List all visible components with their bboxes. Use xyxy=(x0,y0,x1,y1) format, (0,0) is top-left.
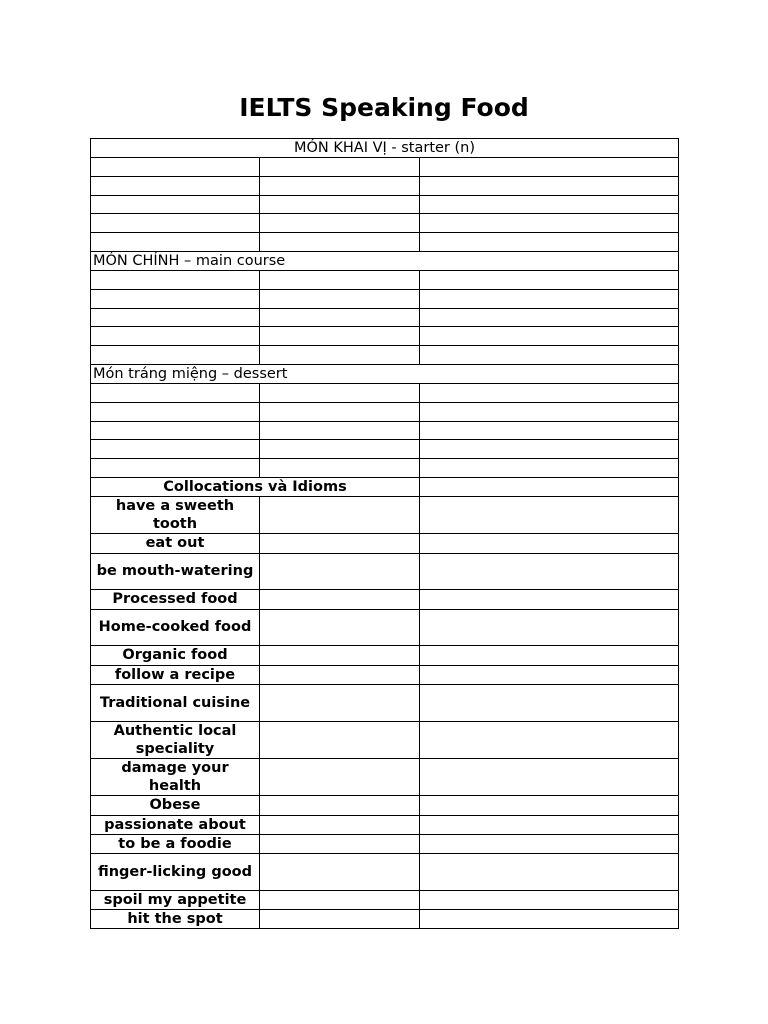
section-header-starter: MÓN KHAI VỊ - starter (n) xyxy=(91,139,679,158)
table-cell[interactable] xyxy=(260,609,420,646)
table-cell[interactable] xyxy=(420,459,679,478)
table-row xyxy=(91,421,679,440)
table-cell[interactable] xyxy=(420,195,679,214)
table-cell[interactable] xyxy=(260,270,420,289)
table-cell[interactable] xyxy=(260,909,420,928)
table-row xyxy=(91,214,679,233)
table-cell[interactable] xyxy=(260,308,420,327)
table-cell[interactable] xyxy=(260,815,420,834)
phrase-cell: eat out xyxy=(91,534,260,553)
table-cell[interactable] xyxy=(420,553,679,590)
table-cell[interactable] xyxy=(260,890,420,909)
table-cell[interactable] xyxy=(260,214,420,233)
table-row xyxy=(91,383,679,402)
table-row xyxy=(91,534,679,553)
table-cell[interactable] xyxy=(260,327,420,346)
table-row xyxy=(91,308,679,327)
table-cell[interactable] xyxy=(260,233,420,252)
phrase-cell: be mouth-watering xyxy=(91,553,260,590)
table-cell[interactable] xyxy=(420,684,679,721)
table-row xyxy=(91,402,679,421)
section-header-collocations: Collocations và Idioms xyxy=(91,477,420,496)
table-row xyxy=(91,758,679,795)
table-cell[interactable] xyxy=(91,158,260,177)
table-cell[interactable] xyxy=(260,289,420,308)
table-cell[interactable] xyxy=(420,590,679,609)
table-cell[interactable] xyxy=(420,646,679,665)
table-row xyxy=(91,459,679,478)
table-row xyxy=(91,270,679,289)
table-cell[interactable] xyxy=(420,402,679,421)
table-cell[interactable] xyxy=(91,346,260,365)
table-row xyxy=(91,195,679,214)
table-cell[interactable] xyxy=(260,496,420,533)
table-row xyxy=(91,815,679,834)
table-cell[interactable] xyxy=(260,158,420,177)
table-cell[interactable] xyxy=(420,890,679,909)
table-cell[interactable] xyxy=(260,796,420,815)
table-cell[interactable] xyxy=(260,402,420,421)
table-cell[interactable] xyxy=(91,402,260,421)
table-cell[interactable] xyxy=(420,421,679,440)
table-cell[interactable] xyxy=(420,440,679,459)
table-row xyxy=(91,646,679,665)
table-row xyxy=(91,176,679,195)
table-row xyxy=(91,158,679,177)
table-cell[interactable] xyxy=(260,459,420,478)
table-cell[interactable] xyxy=(420,214,679,233)
table-cell[interactable] xyxy=(260,684,420,721)
table-cell[interactable] xyxy=(91,270,260,289)
table-cell[interactable] xyxy=(420,834,679,853)
table-row xyxy=(91,233,679,252)
phrase-cell: Authentic local speciality xyxy=(91,721,260,758)
table-cell[interactable] xyxy=(260,590,420,609)
table-cell[interactable] xyxy=(91,308,260,327)
table-cell[interactable] xyxy=(91,440,260,459)
table-row xyxy=(91,834,679,853)
table-cell[interactable] xyxy=(260,553,420,590)
table-row xyxy=(91,684,679,721)
table-cell[interactable] xyxy=(420,758,679,795)
table-cell[interactable] xyxy=(420,308,679,327)
table-row xyxy=(91,553,679,590)
table-cell[interactable] xyxy=(260,721,420,758)
table-row xyxy=(91,890,679,909)
table-cell[interactable] xyxy=(420,609,679,646)
table-cell[interactable] xyxy=(420,721,679,758)
phrase-cell: passionate about xyxy=(91,815,260,834)
table-cell[interactable] xyxy=(91,289,260,308)
phrase-cell: Traditional cuisine xyxy=(91,684,260,721)
table-cell[interactable] xyxy=(260,421,420,440)
section-header-dessert: Món tráng miệng – dessert xyxy=(91,364,679,383)
table-row xyxy=(91,327,679,346)
table-cell[interactable] xyxy=(91,327,260,346)
table-cell[interactable] xyxy=(420,796,679,815)
table-cell[interactable] xyxy=(420,327,679,346)
table-cell[interactable] xyxy=(260,383,420,402)
table-cell[interactable] xyxy=(420,665,679,684)
table-row xyxy=(91,909,679,928)
phrase-cell: have a sweeth tooth xyxy=(91,496,260,533)
table-row xyxy=(91,721,679,758)
table-cell[interactable] xyxy=(420,270,679,289)
phrase-cell: Organic food xyxy=(91,646,260,665)
table-row xyxy=(91,440,679,459)
table-cell[interactable] xyxy=(420,909,679,928)
table-cell[interactable] xyxy=(420,477,679,496)
phrase-cell: Obese xyxy=(91,796,260,815)
table-cell[interactable] xyxy=(420,815,679,834)
phrase-cell: Home-cooked food xyxy=(91,609,260,646)
table-row xyxy=(91,289,679,308)
page-title: IELTS Speaking Food xyxy=(239,93,529,122)
table-cell[interactable] xyxy=(260,834,420,853)
table-cell[interactable] xyxy=(420,346,679,365)
table-cell[interactable] xyxy=(91,459,260,478)
phrase-cell: hit the spot xyxy=(91,909,260,928)
section-header-main-course: MÓN CHÍNH – main course xyxy=(91,251,679,270)
phrase-cell: follow a recipe xyxy=(91,665,260,684)
table-cell[interactable] xyxy=(420,496,679,533)
table-row xyxy=(91,665,679,684)
table-cell[interactable] xyxy=(91,383,260,402)
table-cell[interactable] xyxy=(260,534,420,553)
table-cell[interactable] xyxy=(420,534,679,553)
table-cell[interactable] xyxy=(260,853,420,890)
phrase-cell: spoil my appetite xyxy=(91,890,260,909)
phrase-cell: damage your health xyxy=(91,758,260,795)
phrase-cell: finger-licking good xyxy=(91,853,260,890)
table-cell[interactable] xyxy=(420,383,679,402)
vocabulary-table xyxy=(90,138,679,929)
table-cell[interactable] xyxy=(420,233,679,252)
table-cell[interactable] xyxy=(420,853,679,890)
table-cell[interactable] xyxy=(91,233,260,252)
table-cell[interactable] xyxy=(420,289,679,308)
table-row xyxy=(91,346,679,365)
table-row xyxy=(91,590,679,609)
table-cell[interactable] xyxy=(260,346,420,365)
table-cell[interactable] xyxy=(91,195,260,214)
phrase-cell: Processed food xyxy=(91,590,260,609)
table-row xyxy=(91,496,679,533)
table-cell[interactable] xyxy=(260,176,420,195)
table-cell[interactable] xyxy=(91,421,260,440)
phrase-cell: to be a foodie xyxy=(91,834,260,853)
table-cell[interactable] xyxy=(91,214,260,233)
table-row xyxy=(91,853,679,890)
table-row xyxy=(91,609,679,646)
table-cell[interactable] xyxy=(91,176,260,195)
table-cell[interactable] xyxy=(260,195,420,214)
table-cell[interactable] xyxy=(420,176,679,195)
table-cell[interactable] xyxy=(260,758,420,795)
table-cell[interactable] xyxy=(260,665,420,684)
table-cell[interactable] xyxy=(420,158,679,177)
table-cell[interactable] xyxy=(260,440,420,459)
table-row xyxy=(91,796,679,815)
table-cell[interactable] xyxy=(260,646,420,665)
